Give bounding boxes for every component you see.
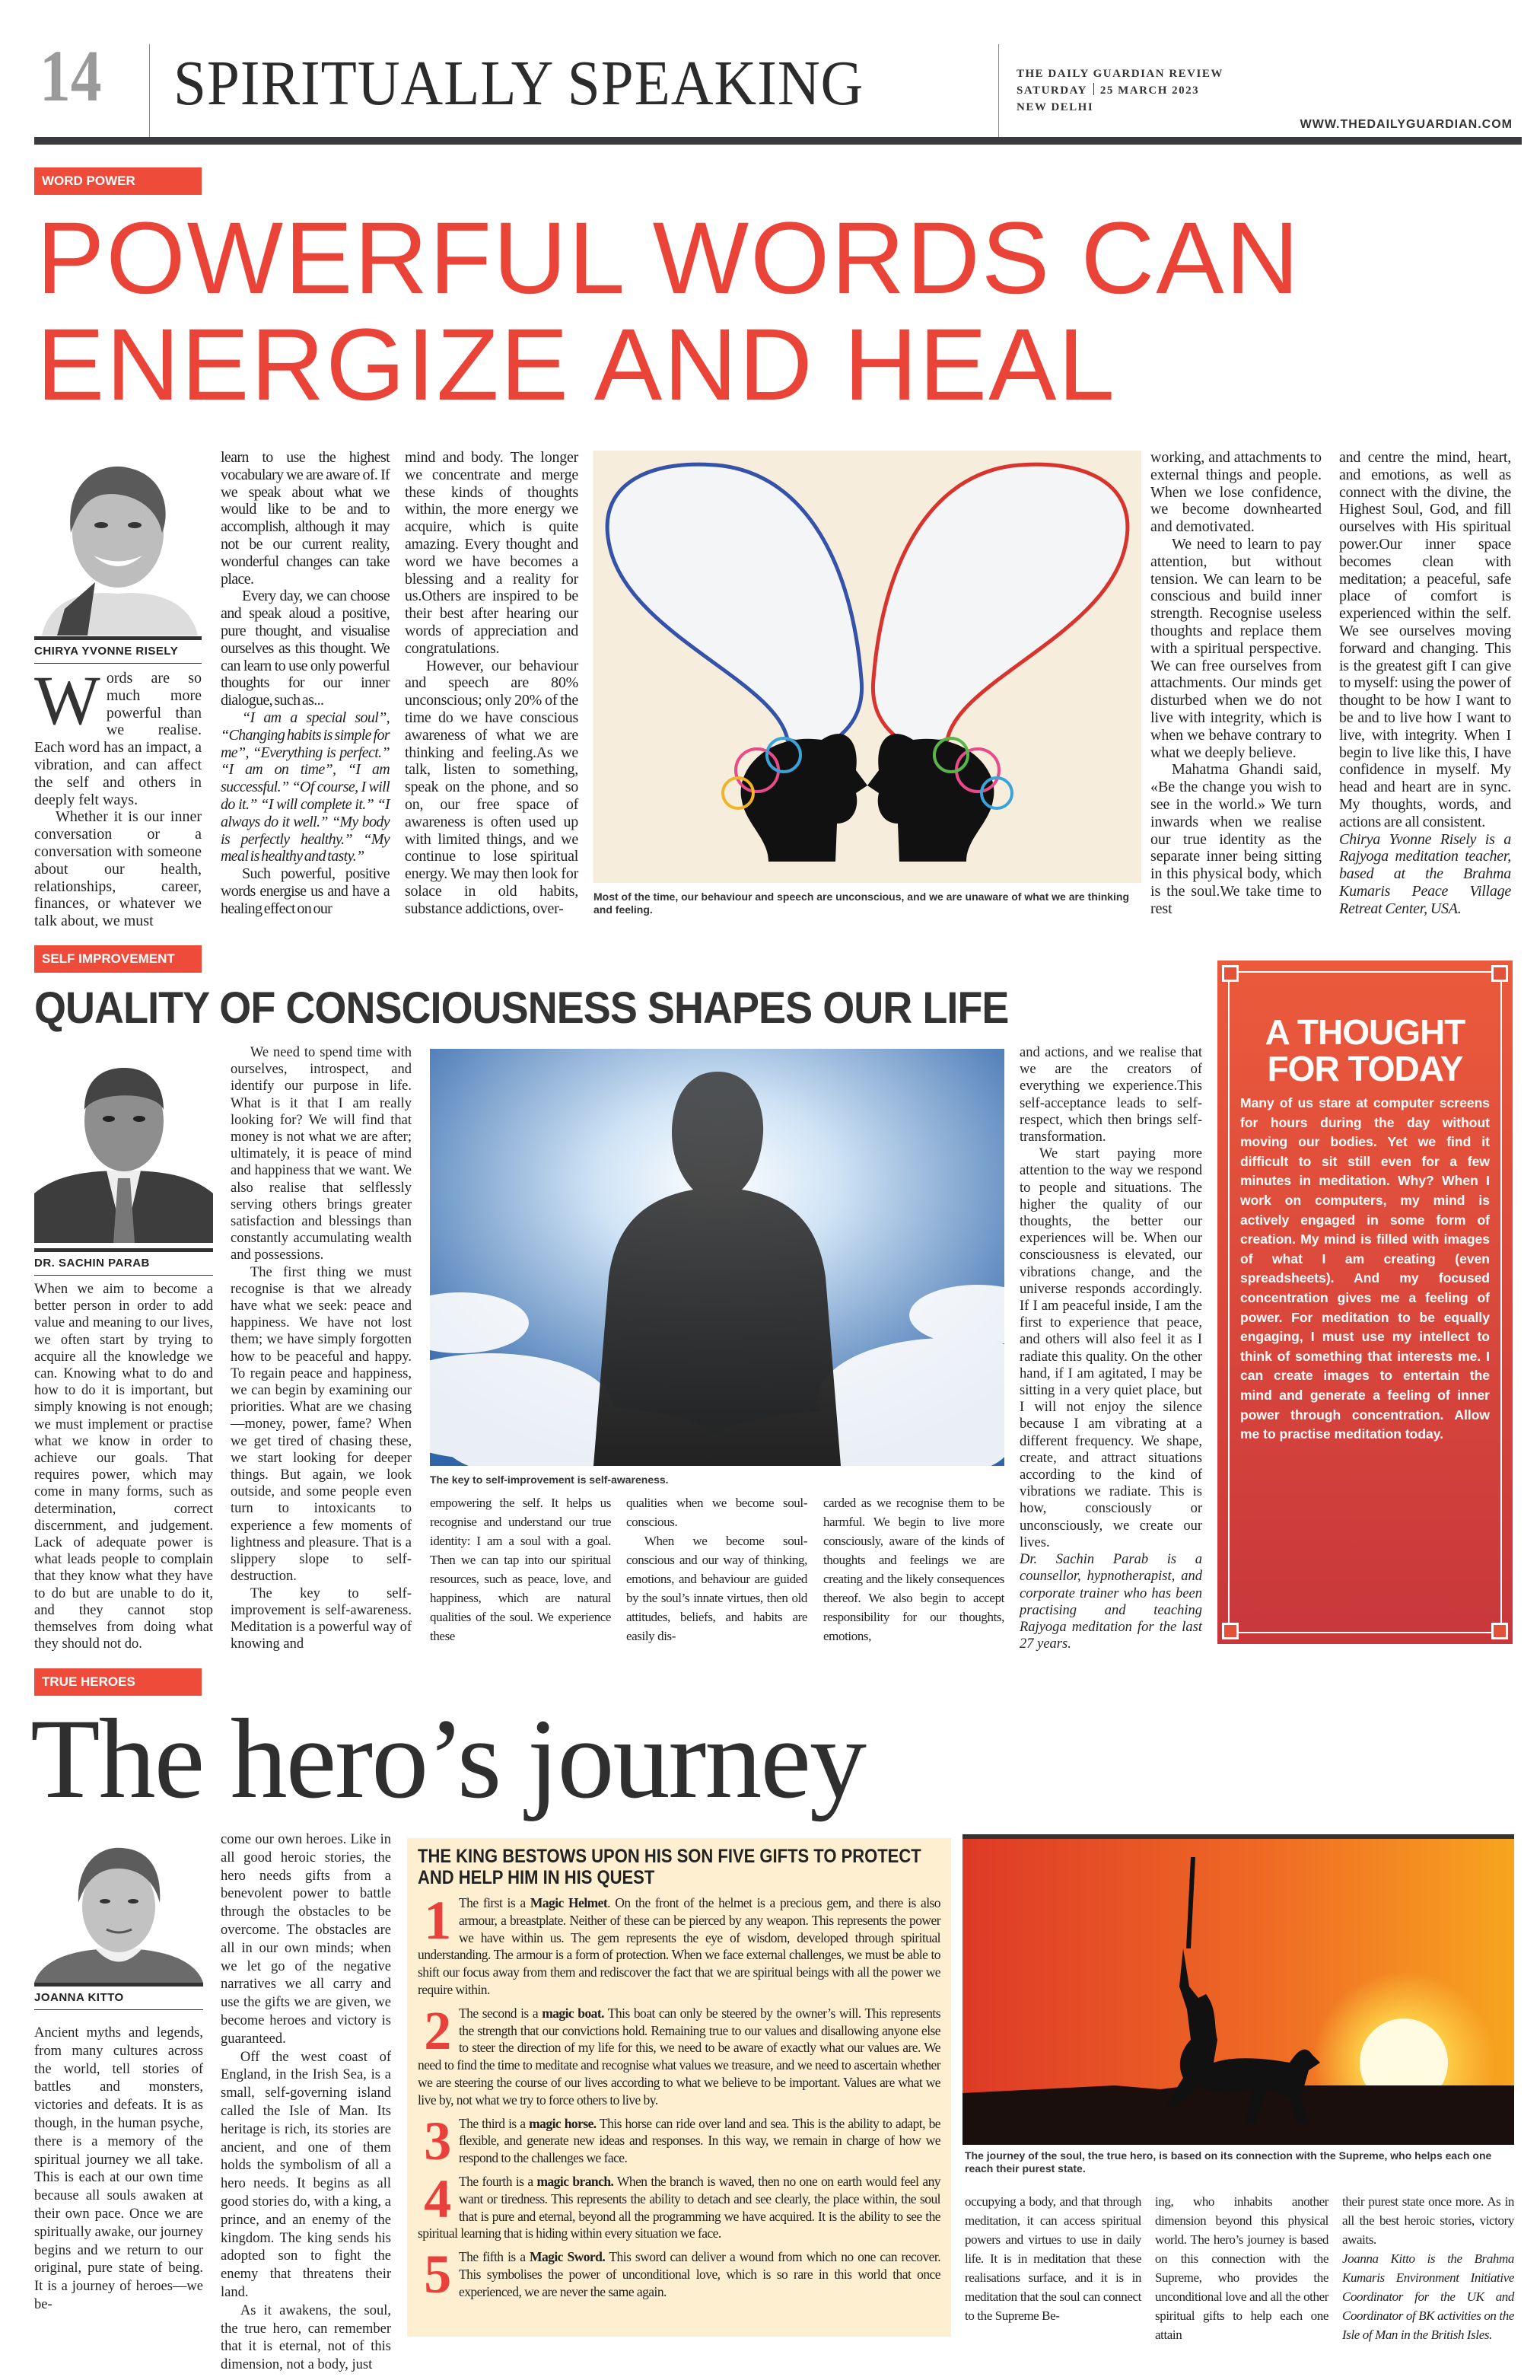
section-tag: SELF IMPROVEMENT <box>34 945 202 973</box>
image-caption: Most of the time, our behaviour and speech are unconscious, and we are unaware of what we are thinking and feeling. <box>593 891 1130 916</box>
illustration-silhouette-sky <box>430 1049 1004 1466</box>
paragraph: The first thing we must recognise is that we already have what we seek: peace and happiness. We have not lost them; we have simply forgotten how to be peaceful and happy. To regain peace and happiness, we can begin by examining our priorities. What are we chasing—money, power, fame? When we get tired of chasing these, we start looking for deeper things. But again, we look outside, and some people even turn to intoxicants to experience a few moments of lightness and pleasure. That is a slippery slope to self-destruction. <box>231 1264 412 1585</box>
gift-name: magic horse. <box>529 2115 597 2131</box>
paragraph: empowering the self. It helps us recognise and understand our true identity: I am a soul with a goal. Then we can tap into our spiritual resources, such as peace, love, and happiness, which are natural qualities of the soul. We experience these <box>430 1496 611 1643</box>
publication-name: THE DAILY GUARDIAN REVIEW <box>1017 68 1223 80</box>
illustration-rider-sunset <box>963 1834 1514 2145</box>
section-tag: TRUE HEROES <box>34 1668 202 1696</box>
paragraph: come our own heroes. Like in all good heroic stories, the hero needs gifts from a benevolent power to battle through the obstacles to be overcome. The obstacles are all in our own minds; when we let go of the negative narratives we all carry and use the gifts we are given, we become heroes and victory is guaranteed. <box>221 1832 391 2047</box>
issue-info <box>1017 65 1223 116</box>
website-link[interactable]: WWW.THEDAILYGUARDIAN.COM <box>1300 118 1513 131</box>
author-byline: DR. SACHIN PARAB <box>34 1248 213 1276</box>
headline: QUALITY OF CONSCIOUSNESS SHAPES OUR LIFE <box>34 983 1009 1033</box>
headline-line: POWERFUL WORDS CAN <box>37 202 1301 315</box>
paragraph: As it awakens, the soul, the true hero, can remember that it is eternal, not of this dimension, not a body, just <box>221 2302 391 2373</box>
box-title: THE KING BESTOWS UPON HIS SON FIVE GIFTS TO PROTECT AND HELP HIM IN HIS QUEST <box>418 1846 921 1888</box>
issue-city: NEW DELHI <box>1017 101 1094 113</box>
headline-line: ENERGIZE AND HEAL <box>37 308 1117 422</box>
author-byline: CHIRYA YVONNE RISELY <box>34 636 202 664</box>
gift-item <box>418 1999 940 2109</box>
page-number: 14 <box>40 35 102 116</box>
gift-text: The fifth is a <box>459 2249 530 2265</box>
paragraph: When we become soul-conscious and our way of thinking, emotions, and behaviour are guided by the soul’s innate virtues, then old attitudes, beliefs, and habits are easily dis- <box>626 1534 807 1643</box>
paragraph: Ancient myths and legends, from many cultures across the world, tell stories of battles and monsters, victories and defeats. It is as though, in the human psyche, there is a memory of the spiritual journey we all take. This is each at our own time because all souls awaken at their own pace. Once we are spiritually awake, our journey begins and we return to our original, pure state of being. It is a journey of heroes—we be- <box>34 2025 203 2312</box>
article-column <box>221 449 390 918</box>
thought-for-today-box <box>1217 961 1513 1644</box>
gift-name: Magic Helmet <box>530 1895 608 1910</box>
gift-number: 5 <box>424 2244 451 2305</box>
headline <box>37 202 1301 422</box>
paragraph: qualities when we become soul-conscious. <box>626 1496 807 1529</box>
author-photo <box>34 1049 213 1243</box>
article-column <box>1155 2192 1328 2344</box>
paragraph: learn to use the highest vocabulary we are aware of. If we speak about what we would like to be and to accomplish, although it may not be our current reality, wonderful changes can take place. <box>221 449 390 588</box>
paragraph: and centre the mind, heart, and emotions, as well as connect with the divine, the Highest Soul, God, and fill ourselves with His spiritual power.Our inner space becomes clean with meditation; a peaceful, safe place of comfort is experienced within the self. We see ourselves moving forward and changing. This is the greatest gift I can give to myself: using the power of thought to be how I want to be and to live how I want to live, with integrity. When I begin to live like this, I have confidence in myself. My head and heart are in sync. My thoughts, words, and actions are all consistent. <box>1339 449 1511 830</box>
paragraph: Off the west coast of England, in the Irish Sea, is a small, self-governing island called the Isle of Man. Its heritage is rich, its stories are ancient, and one of them holds the symbolism of all a hero needs. It begins as all good stories do, with a king, a prince, and an enemy of the kingdom. The king sends his adopted son to fight the enemy that threatens their land. <box>221 2049 391 2300</box>
image-caption: The journey of the soul, the true hero, is based on its connection with the Supreme, who helps each one reach their purest state. <box>965 2149 1492 2174</box>
title-line: A THOUGHT <box>1265 1012 1465 1052</box>
author-bio: Joanna Kitto is the Brahma Kumaris Environment Initiative Coordinator for the UK and Coordinator of BK activities on the Isle of Man in the British Isles. <box>1342 2251 1514 2342</box>
paragraph: We start paying more attention to the way we respond to people and situations. The higher the quality of our thoughts, the better our experiences will be. When our consciousness is elevated, our vibrations change, and the universe responds accordingly. If I am peaceful inside, I am the first to experience that peace, and others will also feel it as I radiate this quality. On the other hand, if I am agitated, I may be sitting in a very quiet place, but I will not enjoy the silence because I am vibrating at a different frequency. We shape, create, and attract situations according to the kind of vibrations we radiate. This is how, consciously or unconsciously, we create our lives. <box>1020 1146 1202 1550</box>
gift-text: The third is a <box>459 2115 530 2131</box>
gift-text: When the branch is waved, then no one on earth would feel any want or tiredness. This represents the ability to detach and see clearly, the place within, the soul that is pure and eternal, beyond all the programming we have acquired. It is the ability to see the spiritual learning that is hiding within every situation we face. <box>418 2173 940 2241</box>
paragraph: The key to self-improvement is self-awareness. Meditation is a powerful way of knowing and <box>231 1585 412 1652</box>
paragraph: Whether it is our inner conversation or a conversation with someone about our health, relationships, career, finances, or whatever we talk about, we must <box>34 808 202 930</box>
article-column <box>34 2025 203 2315</box>
article-column <box>405 449 578 918</box>
paragraph: their purest state once more. As in all the best heroic stories, victory awaits. <box>1342 2194 1514 2247</box>
paragraph: We need to spend time with ourselves, introspect, and identify our purpose in life. What is it that I am really looking for? We will find that money is not what we are after; ultimately, it is peace of mind and happiness that we want. We also realise that selflessly serving others brings greater satisfaction and blessings than constantly accumulating wealth and possessions. <box>231 1045 412 1263</box>
gift-name: Magic Sword. <box>530 2249 606 2265</box>
quote-paragraph: “I am a special soul”, “Changing habits is simple for me”, “Everything is perfect.” “I am on time”, “I am successful.” “Of course, I will do it.” “I will complete it.” “I always do it well.” “My body is perfectly healthy.” “My meal is healthy and tasty.” <box>221 709 390 865</box>
gift-text: The second is a <box>459 2005 542 2021</box>
paragraph: working, and attachments to external things and people. When we lose confidence, we become downhearted and demotivated. <box>1150 449 1322 536</box>
article-column <box>1339 449 1511 918</box>
illustration-two-heads <box>593 451 1141 883</box>
masthead-rule <box>34 137 1522 145</box>
section-title: SPIRITUALLY SPEAKING <box>173 48 864 119</box>
gift-text: This sword can deliver a wound from which no one can recover. This symbolises the power of unconditional love, which is so rare in this world that once experienced, we are never the same again. <box>459 2249 941 2299</box>
gift-name: magic branch. <box>536 2173 614 2189</box>
gift-text: The fourth is a <box>459 2173 537 2189</box>
article-column <box>430 1493 611 1646</box>
article-column <box>626 1493 807 1646</box>
paragraph: Such powerful, positive words energise us and have a healing effect on our <box>221 865 390 917</box>
corner-ornament-icon <box>1222 1623 1239 1639</box>
gift-item <box>418 2244 941 2305</box>
paragraph: However, our behaviour and speech are 80% unconscious; only 20% of the time do we have conscious awareness of what we are thinking and feeling.As we talk, listen to something, speak on the phone, and so on, our free space of awareness is often used up with limited things, and we continue to lose spiritual energy. We may then look for solace in old habits, substance addictions, over- <box>405 657 578 917</box>
drop-cap: W <box>34 661 100 739</box>
author-byline: JOANNA KITTO <box>34 1983 203 2010</box>
gift-item <box>418 1890 940 1999</box>
article-column <box>1150 449 1322 918</box>
corner-ornament-icon <box>1491 965 1508 982</box>
author-bio: Chirya Yvonne Risely is a Rajyoga meditation teacher, based at the Brahma Kumaris Peace Village Retreat Center, USA. <box>1339 830 1511 917</box>
article-column <box>1020 1044 1202 1652</box>
paragraph: We need to learn to pay attention, but without tension. We can learn to be conscious and build inner strength. Recognise useless thoughts and replace them with a spiritual perspective. We can free ourselves from attachments. Our minds get disturbed when we do not live with integrity, which is when we behave contrary to what we deeply believe. <box>1150 535 1322 761</box>
paragraph: Mahatma Ghandi said, «Be the change you wish to see in the world.» We turn inwards when we realise our true identity as the separate inner being sitting in this physical body, which is the soul.We take time to rest <box>1150 761 1322 917</box>
gift-text: This boat can only be steered by the owner’s will. This represents the strength that our convictions hold. Remaining true to our values and disallowing anyone else to steer the direction of my life for this, we need to be aware of exactly what our values are. We need to find the time to meditate and recognise what values we treasure, and we need to ascertain whether we are steering the course of our lives according to what we believe to be important. Values are what we live by, not what we try to force others to live by. <box>418 2005 940 2108</box>
article-column <box>34 661 202 930</box>
corner-ornament-icon <box>1222 965 1239 982</box>
section-tag: WORD POWER <box>34 167 202 195</box>
gift-number: 4 <box>424 2168 451 2229</box>
divider <box>149 44 150 137</box>
paragraph: ords are so much more powerful than we realise. Each word has an impact, a vibration, and can affect the self and others in deeply felt ways. <box>34 670 202 808</box>
divider <box>998 44 999 137</box>
gift-number: 3 <box>424 2110 451 2171</box>
paragraph: mind and body. The longer we concentrate and merge these kinds of thoughts within, the more energy we acquire, which is quite amazing. Every thought and word we have becomes a blessing and a reality for us.Others are inspired to be their best after hearing our words of appreciation and congratulations. <box>405 449 578 657</box>
article-column <box>965 2192 1141 2325</box>
article-column <box>823 1493 1004 1646</box>
paragraph: Every day, we can choose and speak aloud a positive, pure thought, and visualise ourselves as this thought. We can learn to use only powerful thoughts for our inner dialogue, such as... <box>221 588 390 709</box>
author-photo <box>34 449 202 636</box>
article-column <box>231 1044 412 1652</box>
thought-body: Many of us stare at computer screens for hours during the day without moving our bodies. Yet we find it difficult to sit still even for a few minutes in meditation. Why? When I work on computers, my mind is actively engaged in some form of creation. My mind is filled with images of what I am creating (even spreadsheets). And my focused concentration gives me a feeling of power. For meditation to be equally engaging, I must use my intellect to think of something that interests me. I can create images to entertain the mind and generate a feeling of inner power through concentration. Allow me to practise meditation today. <box>1240 1095 1490 1442</box>
gift-number: 2 <box>424 1999 451 2061</box>
gift-text: The first is a <box>459 1895 530 1910</box>
title-line: FOR TODAY <box>1267 1049 1463 1088</box>
article-column <box>221 1831 391 2375</box>
issue-date: 25 MARCH 2023 <box>1099 84 1200 97</box>
gift-text: . On the front of the helmet is a precious gem, and there is also armour, a breastplate. Neither of these can be pierced by any weapon. This represents the power we have within us. The gem represents the eye of wisdom, developed through spiritual understanding. The armour is a form of protection. When we face external challenges, we must be able to shift our focus away from them and rediscover the fact that we are spiritual beings with all the power we require within. <box>418 1895 940 1997</box>
gift-item <box>418 2168 940 2242</box>
corner-ornament-icon <box>1491 1623 1508 1639</box>
five-gifts-box <box>407 1838 951 2337</box>
author-bio: Dr. Sachin Parab is a counsellor, hypnotherapist, and corporate trainer who has been practising and teaching Rajyoga meditation for the last 27 years. <box>1020 1552 1202 1652</box>
paragraph: carded as we recognise them to be harmful. We begin to live more consciously, aware of the kinds of thoughts and feelings we are creating and the likely consequences thereof. We also begin to accept responsibility for our thoughts, emotions, <box>823 1496 1004 1643</box>
gift-item <box>418 2110 940 2171</box>
issue-day: SATURDAY <box>1017 84 1087 97</box>
paragraph: and actions, and we realise that we are the creators of everything we experience.This self-acceptance leads to self-respect, which then brings self-transformation. <box>1020 1045 1202 1145</box>
thought-title <box>1217 1014 1513 1087</box>
image-caption: The key to self-improvement is self-awareness. <box>430 1474 669 1486</box>
gift-name: magic boat. <box>542 2005 604 2021</box>
headline: The hero’s journey <box>30 1696 865 1822</box>
gift-text: This horse can ride over land and sea. This is the ability to adapt, be flexible, and generate new ideas and responses. In this way, we remain in charge of how we respond to the challenges we face. <box>459 2115 940 2166</box>
paragraph: ing, who inhabits another dimension beyond this physical world. The hero’s journey is based on this connection with the Supreme, who provides the unconditional love and all the other spiritual gifts to help each one attain <box>1155 2194 1328 2342</box>
paragraph: occupying a body, and that through meditation, it can access spiritual powers and virtues to use in daily life. It is in meditation that these realisations surface, and it is in meditation that the soul can connect to the Supreme Be- <box>965 2194 1141 2323</box>
article-column <box>1342 2192 1514 2344</box>
gift-number: 1 <box>424 1890 451 1951</box>
paragraph: When we aim to become a better person in order to add value and meaning to our lives, we often start by trying to acquire all the knowledge we can. Knowing what to do and how to do it is important, but simply knowing is not enough; we must implement or practise what we know in order to achieve our goals. That requires power, which may come in many forms, such as determination, correct discernment, and judgement. Lack of adequate power is what leads people to complain that they know what they have to do but are unable to do it, and they cannot stop themselves from doing what they should not do. <box>34 1282 213 1652</box>
author-photo <box>34 1834 203 1983</box>
article-column <box>34 1281 213 1652</box>
